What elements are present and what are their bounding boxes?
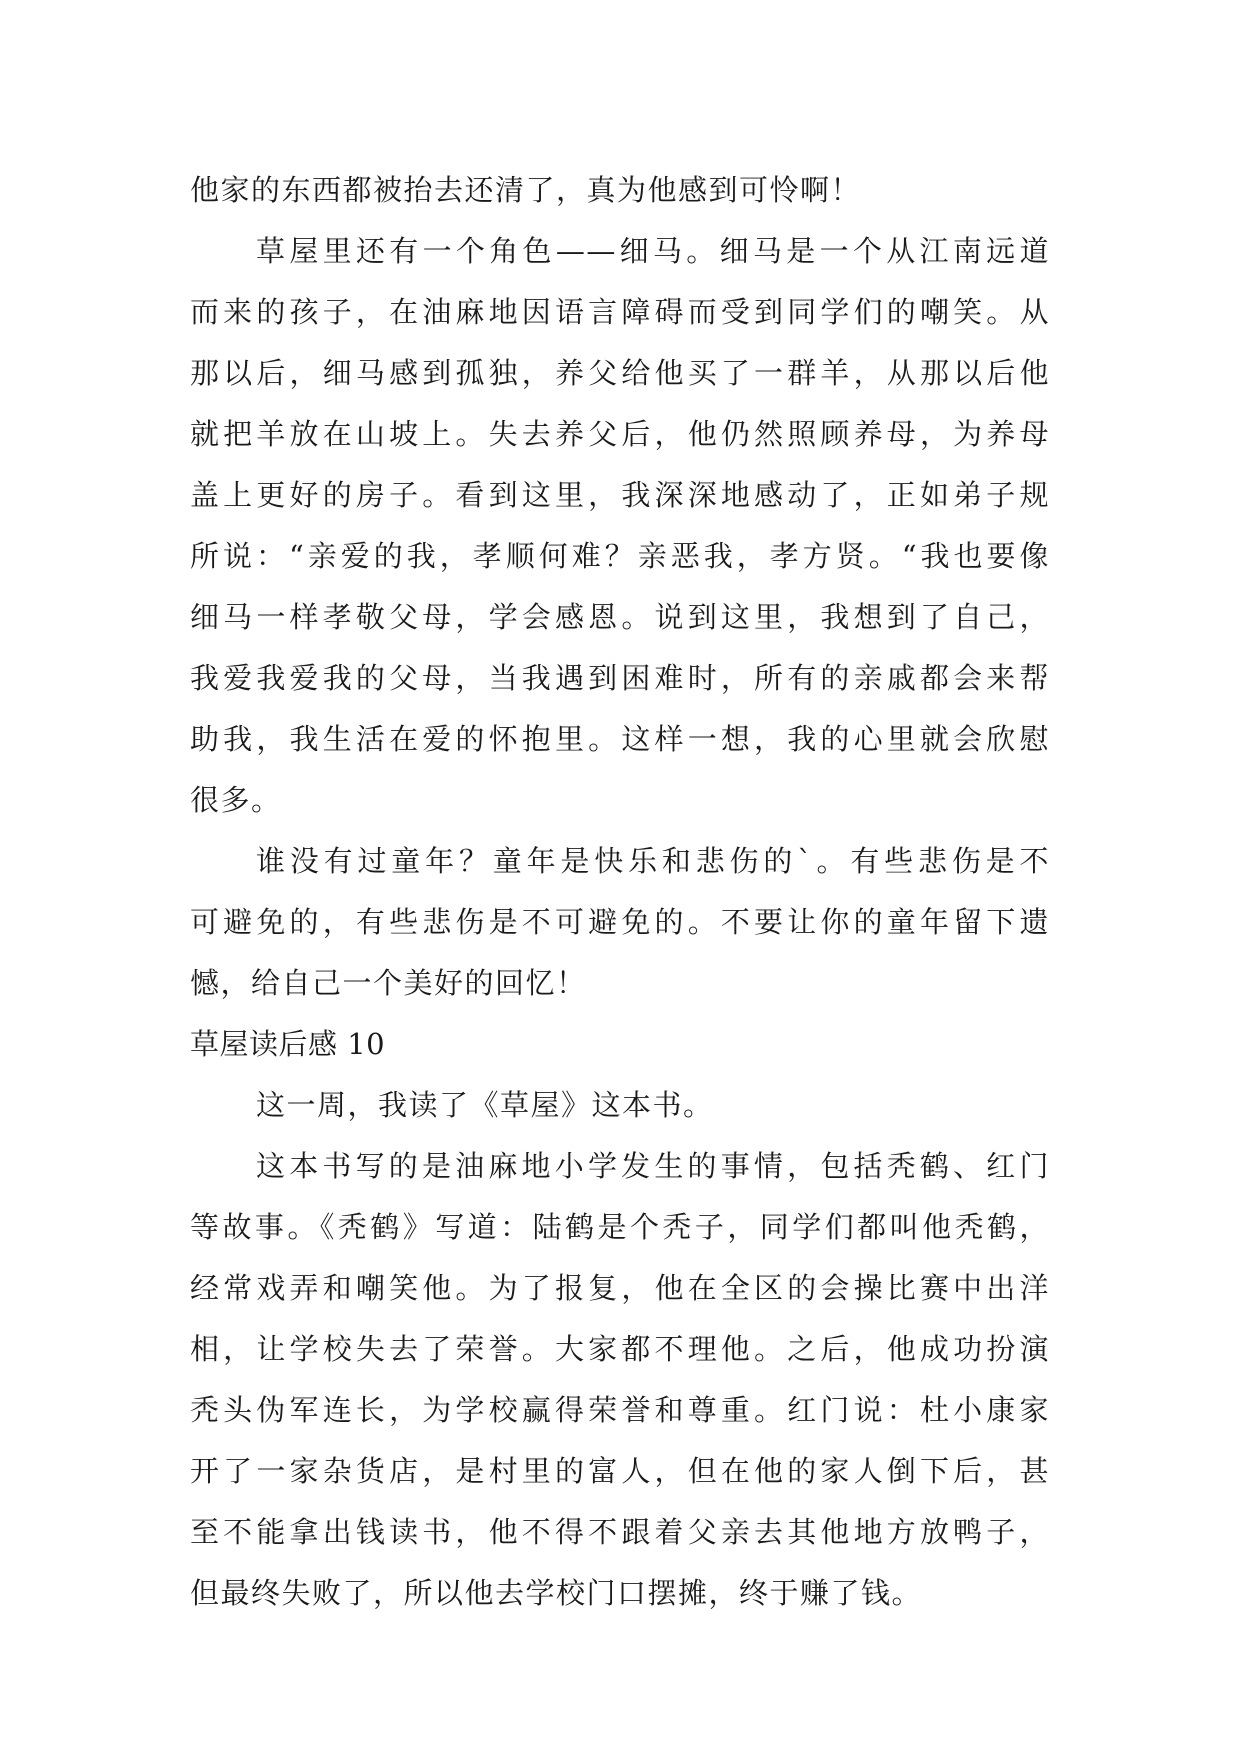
text-line: 至不能拿出钱读书，他不得不跟着父亲去其他地方放鸭子， [190,1515,1050,1549]
text-line: 他家的东西都被抬去还清了，真为他感到可怜啊！ [190,173,862,207]
paragraph-start-line: 这本书写的是油麻地小学发生的事情，包括秃鹤、红门 [256,1149,1050,1183]
section-heading: 草屋读后感 10 [190,1027,386,1061]
text-line: 秃头伪军连长，为学校赢得荣誉和尊重。红门说：杜小康家 [190,1393,1050,1427]
text-line: 我爱我爱我的父母，当我遇到困难时，所有的亲戚都会来帮 [190,661,1050,695]
paragraph-start-line: 草屋里还有一个角色——细马。细马是一个从江南远道 [256,234,1050,268]
text-line: 憾，给自己一个美好的回忆！ [190,966,587,1000]
text-line: 盖上更好的房子。看到这里，我深深地感动了，正如弟子规 [190,478,1050,512]
text-line: 但最终失败了，所以他去学校门口摆摊，终于赚了钱。 [190,1576,923,1610]
text-line: 相，让学校失去了荣誉。大家都不理他。之后，他成功扮演 [190,1332,1050,1366]
text-line: 经常戏弄和嘲笑他。为了报复，他在全区的会操比赛中出洋 [190,1271,1050,1305]
text-line: 可避免的，有些悲伤是不可避免的。不要让你的童年留下遗 [190,905,1050,939]
text-line: 那以后，细马感到孤独，养父给他买了一群羊，从那以后他 [190,356,1050,390]
text-line: 细马一样孝敬父母，学会感恩。说到这里，我想到了自己， [190,600,1050,634]
text-line: 开了一家杂货店，是村里的富人，但在他的家人倒下后，甚 [190,1454,1050,1488]
text-line: 所说：“亲爱的我，孝顺何难？亲恶我，孝方贤。“我也要像 [190,539,1050,573]
text-line: 助我，我生活在爱的怀抱里。这样一想，我的心里就会欣慰 [190,722,1050,756]
text-line: 很多。 [190,783,282,817]
paragraph-start-line: 这一周，我读了《草屋》这本书。 [256,1088,714,1122]
text-line: 而来的孩子，在油麻地因语言障碍而受到同学们的嘲笑。从 [190,295,1050,329]
document-body [190,160,1050,1624]
text-line: 等故事。《秃鹤》写道：陆鹤是个秃子，同学们都叫他秃鹤， [190,1210,1050,1244]
text-line: 就把羊放在山坡上。失去养父后，他仍然照顾养母，为养母 [190,417,1050,451]
paragraph-start-line: 谁没有过童年？童年是快乐和悲伤的`。有些悲伤是不 [256,844,1050,878]
